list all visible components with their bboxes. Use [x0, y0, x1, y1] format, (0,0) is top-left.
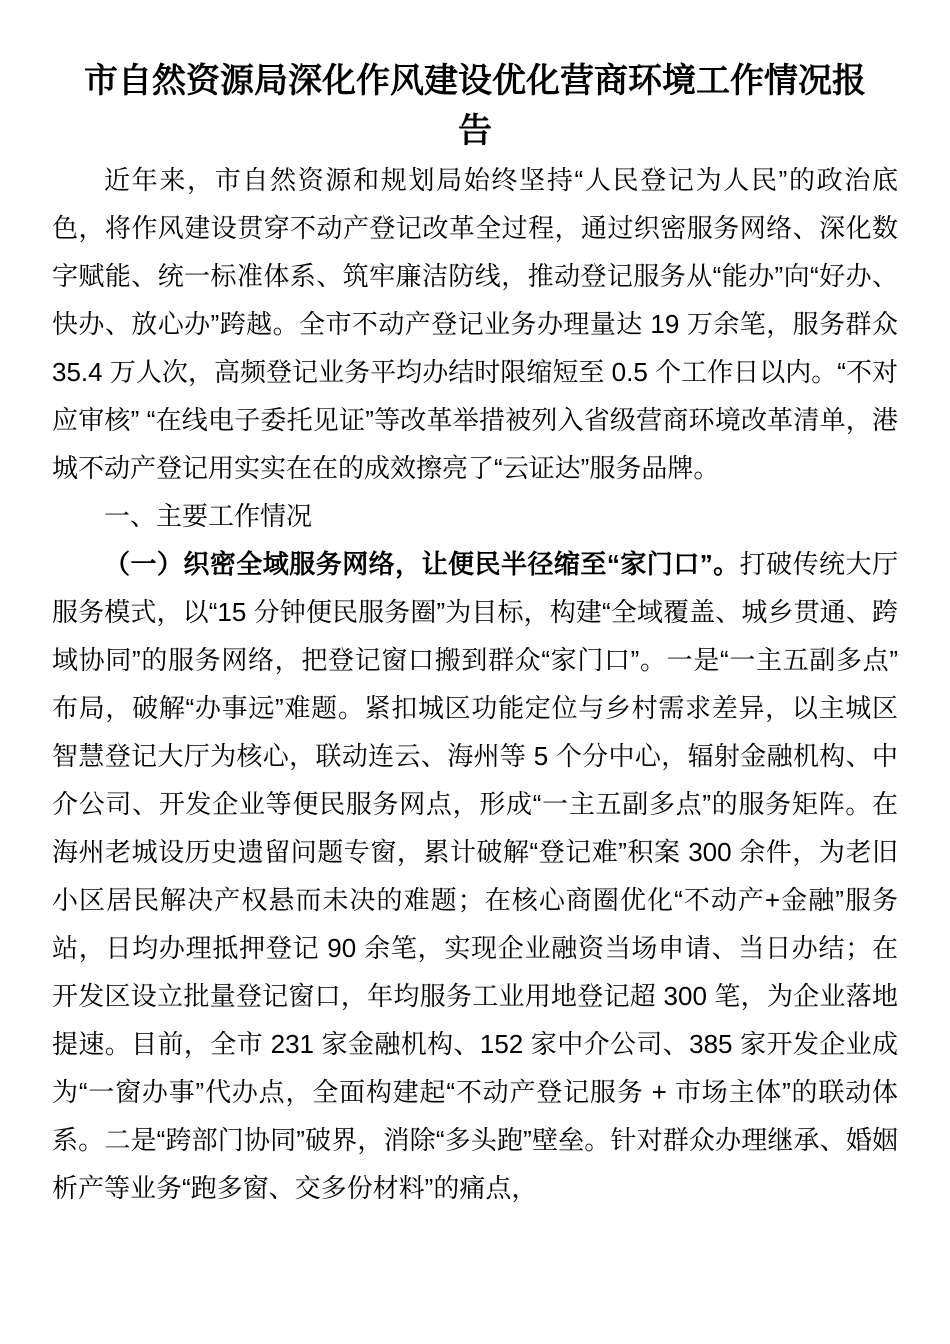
section-heading-text: 一、主要工作情况	[104, 501, 313, 531]
section-heading	[52, 492, 898, 540]
intro-paragraph-text: 近年来，市自然资源和规划局始终坚持“人民登记为人民”的政治底色，将作风建设贯穿不动产登记改革全过程，通过织密服务网络、深化数字赋能、统一标准体系、筑牢廉洁防线，推动登记服务从“能办”向“好办、快办、放心办”跨越。全市不动产登记业务办理量达 19 万余笔，服务群众 35.4 万人次，高频登记业务平均办结时限缩短至 0.5 个工作日以内。“不对应审核” “在线电子委托见证”等改革举措被列入省级营商环境改革清单，港城不动产登记用实实在在的成效擦亮了“云证达”服务品牌。	[52, 165, 898, 483]
document-title: 市自然资源局深化作风建设优化营商环境工作情况报告	[84, 62, 866, 150]
section-one-text: 打破传统大厅服务模式，以“15 分钟便民服务圈”为目标，构建“全域覆盖、城乡贯通、跨域协同”的服务网络，把登记窗口搬到群众“家门口”。一是“一主五副多点”布局，破解“办事远”难题。紧扣城区功能定位与乡村需求差异，以主城区智慧登记大厅为核心，联动连云、海州等 5 个分中心，辐射金融机构、中介公司、开发企业等便民服务网点，形成“一主五副多点”的服务矩阵。在海州老城设历史遗留问题专窗，累计破解“登记难”积案 300 余件，为老旧小区居民解决产权悬而未决的难题；在核心商圈优化“不动产+金融”服务站，日均办理抵押登记 90 余笔，实现企业融资当场申请、当日办结；在开发区设立批量登记窗口，年均服务工业用地登记超 300 笔，为企业落地提速。目前，全市 231 家金融机构、152 家中介公司、385 家开发企业成为“一窗办事”代办点，全面构建起“不动产登记服务 + 市场主体”的联动体系。二是“跨部门协同”破界，消除“多头跑”壁垒。针对群众办理继承、婚姻析产等业务“跑多窗、交多份材料”的痛点，	[52, 549, 898, 1203]
section-one-paragraph	[52, 540, 898, 1212]
section-one-lead: （一）织密全域服务网络，让便民半径缩至“家门口”。	[104, 549, 740, 579]
intro-paragraph	[52, 156, 898, 492]
